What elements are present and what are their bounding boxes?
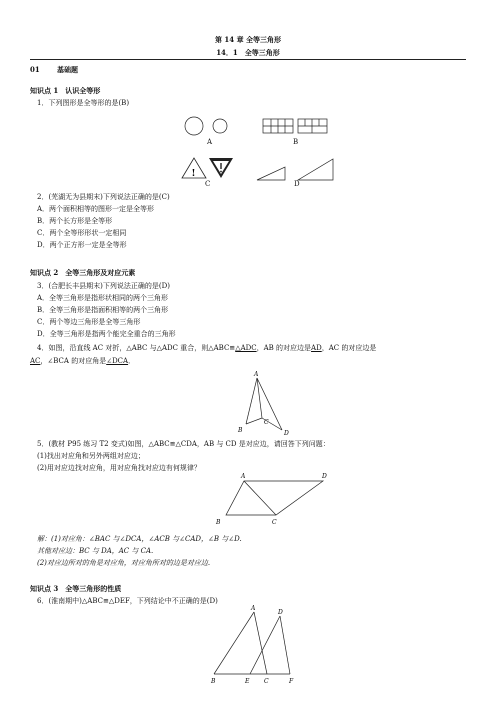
q1-label-d: D <box>294 180 300 188</box>
section-heading: 基础题 <box>57 65 78 74</box>
q3-option-d: D．全等三角形是指两个能完全重合的三角形 <box>37 330 176 338</box>
q3-text: 3．(合肥长丰县期末)下列说法正确的是(D) <box>37 282 170 290</box>
fig6-label-d: D <box>278 609 283 616</box>
solution-line-2: 其他对应边：BC 与 DA，AC 与 CA. <box>37 547 154 555</box>
grid-shape <box>298 119 327 133</box>
kp2-title: 知识点 2 全等三角形及对应元素 <box>30 268 136 277</box>
fig6-label-e: E <box>245 678 250 685</box>
q1-text: 1．下列图形是全等形的是(B) <box>37 99 130 107</box>
q2-option-b: B．两个长方形是全等形 <box>37 217 113 225</box>
fig5-label-a: A <box>241 473 246 480</box>
circle-shape <box>213 119 227 133</box>
grid-shape <box>263 119 293 133</box>
q6-text: 6．(淮南期中)△ABC≌△DEF，下列结论中不正确的是(D) <box>37 597 218 605</box>
section-number: 01 <box>30 65 40 74</box>
fig6-label-a: A <box>251 605 256 612</box>
section-title: 14．1 全等三角形 <box>216 48 280 57</box>
q4-prefix: 4．如图，沿直线 AC 对折，△ABC 与△ADC 重合，则△ABC≌ <box>37 344 236 352</box>
q2-option-a: A．两个面积相等的图形一定是全等形 <box>37 205 155 213</box>
fig5-label-d: D <box>322 473 327 480</box>
q3-option-a: A．全等三角形是指形状相同的两个三角形 <box>37 294 169 302</box>
fig4-label-a: A <box>254 371 259 378</box>
q5-part-2: (2)用对应边找对应角，用对应角找对应边有何规律？ <box>37 464 201 472</box>
fig6-label-c: C <box>264 678 269 685</box>
q5-text: 5．(教材 P95 练习 T2 变式)如图，△ABC≌△CDA，AB 与 CD 是对应边，请回答下列问题： <box>37 440 330 448</box>
q5-figure <box>210 472 330 532</box>
q4-answer-2: AD <box>311 344 322 352</box>
q5-part-1: (1)找出对应角和另外两组对应边； <box>37 452 145 460</box>
q3-option-b: B．全等三角形是指面积相等的两个三角形 <box>37 306 169 314</box>
q2-option-c: C．两个全等形形状一定相同 <box>37 229 127 237</box>
fig4-label-c: C <box>264 419 269 426</box>
fig6-label-f: F <box>289 678 294 685</box>
q1-label-b: B <box>293 138 299 146</box>
q4-line2 <box>30 357 135 366</box>
q4-answer-1: △ADC <box>235 344 257 352</box>
fig6-label-b: B <box>211 678 216 685</box>
kp1-title: 知识点 1 认识全等形 <box>30 86 101 95</box>
q4-answer-3: AC <box>30 357 41 365</box>
q2-text: 2．(芜湖无为县期末)下列说法正确的是(C) <box>37 193 170 201</box>
fig5-label-c: C <box>272 519 277 526</box>
fig5-label-b: B <box>216 519 221 526</box>
triangle-shape <box>257 159 333 180</box>
q1-figure <box>0 112 496 192</box>
q4-figure <box>238 371 302 438</box>
header-rule <box>30 59 466 60</box>
q1-label-c: C <box>205 180 211 188</box>
q4-mid-2: ，AC 的对应边是 <box>321 344 377 352</box>
chapter-title: 第 14 章 全等三角形 <box>214 35 282 44</box>
q3-option-c: C．两个等边三角形是全等三角形 <box>37 318 141 326</box>
q4-line1 <box>37 344 376 353</box>
q2-option-d: D．两个正方形一定是全等形 <box>37 241 127 249</box>
q4-mid-1: ，AB 的对应边是 <box>256 344 312 352</box>
kp3-title: 知识点 3 全等三角形的性质 <box>30 584 122 593</box>
exclamation-icon: ! <box>191 169 196 179</box>
q4-answer-4: ∠DCA <box>106 357 129 365</box>
q6-figure <box>212 604 322 684</box>
fig4-label-d: D <box>284 430 289 437</box>
solution-line-1: 解：(1)对应角：∠BAC 与∠DCA，∠ACB 与∠CAD，∠B 与∠D. <box>37 535 242 543</box>
q1-label-a: A <box>207 138 213 146</box>
warning-triangle <box>209 158 233 178</box>
q4-mid-3: ，∠BCA 的对应角是 <box>40 357 107 365</box>
fig4-label-b: B <box>238 427 243 434</box>
q4-end: ． <box>128 357 136 365</box>
solution-line-3: (2)对应边所对的角是对应角，对应角所对的边是对应边. <box>37 559 211 567</box>
circle-shape <box>185 117 203 135</box>
